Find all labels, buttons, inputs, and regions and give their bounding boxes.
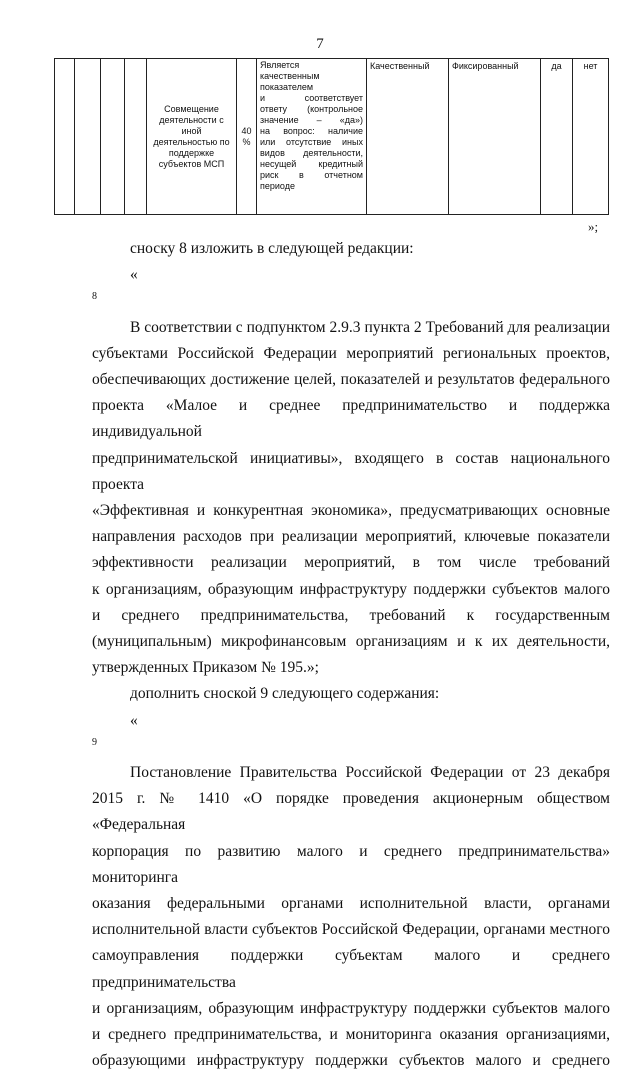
- type-cell: Качественный: [367, 59, 449, 215]
- paragraph-line: субъектами Российской Федерации мероприятий региональных проектов,: [92, 344, 610, 362]
- yes-cell: да: [541, 59, 573, 215]
- paragraph-line: 2015 г. № 1410 «О порядке проведения акционерным обществом «Федеральная: [92, 790, 610, 834]
- document-body: [92, 236, 610, 1075]
- paragraph-footnote-9-intro: дополнить сноской 9 следующего содержания:: [130, 685, 440, 703]
- table-cell: [125, 59, 147, 215]
- paragraph-line: и среднего предпринимательства, требований к государственным: [92, 606, 610, 624]
- indicator-table: [54, 58, 609, 215]
- table-row: [55, 59, 609, 215]
- description-line: периоде: [260, 181, 295, 191]
- paragraph-line: самоуправления поддержки субъектам малого и среднего предпринимательства: [92, 947, 610, 991]
- paragraph-line: эффективности реализации мероприятий, в том числе требований: [92, 554, 610, 572]
- description-line: ответу (контрольное: [260, 104, 363, 114]
- description-line: и соответствует: [260, 93, 363, 103]
- paragraph-footnote-9: [92, 708, 610, 1075]
- no-cell: нет: [573, 59, 609, 215]
- paragraph-line: « $^9$ Постановление Правительства Российской Федерации от 23 декабря: [92, 711, 610, 782]
- footnote-marker: 9: [92, 736, 97, 748]
- table-cell: [75, 59, 101, 215]
- paragraph-line: предпринимательской инициативы», входящего в состав национального проекта: [92, 449, 610, 493]
- footnote-marker: 8: [92, 291, 97, 303]
- indicator-name-cell: Совмещение деятельности с иной деятельностью по поддержке субъектов МСП: [147, 59, 237, 215]
- description-cell: [257, 59, 367, 215]
- paragraph-line: исполнительной власти субъектов Российской Федерации, органами местного: [92, 921, 610, 939]
- paragraph-line: корпорация по развитию малого и среднего предпринимательства» мониторинга: [92, 842, 610, 886]
- paragraph-footnote-8: [92, 262, 610, 681]
- description-line: значение – «да»): [260, 115, 363, 125]
- paragraph-line: проекта «Малое и среднее предпринимательство и поддержка индивидуальной: [92, 397, 610, 441]
- description-line: качественным: [260, 71, 320, 81]
- paragraph-line: утвержденных Приказом № 195.»;: [92, 659, 319, 677]
- paragraph-line: обеспечивающих достижение целей, показателей и результатов федерального: [92, 371, 610, 389]
- kind-cell: Фиксированный: [449, 59, 541, 215]
- paragraph-line: и среднего предпринимательства, и мониторинга оказания организациями,: [92, 1026, 610, 1044]
- paragraph-line: оказания федеральными органами исполнительной власти, органами: [92, 895, 610, 913]
- table-cell: [55, 59, 75, 215]
- description-line: Является: [260, 60, 300, 70]
- description-line: на вопрос: наличие: [260, 126, 363, 136]
- paragraph-line: к организациям, образующим инфраструктуру поддержки субъектов малого: [92, 580, 610, 598]
- description-line: или отсутствие иных: [260, 137, 363, 147]
- paragraph-line: (муниципальным) микрофинансовым организациям и к их деятельности,: [92, 633, 610, 651]
- paragraph-line: образующими инфраструктуру поддержки субъектов малого и среднего: [92, 1052, 610, 1070]
- weight-cell: 40 %: [237, 59, 257, 215]
- description-line: риск в отчетном: [260, 170, 363, 180]
- paragraph-line: « $^8$ В соответствии с подпунктом 2.9.3 пункта 2 Требований для реализации: [92, 266, 610, 336]
- description-line: видов деятельности,: [260, 148, 363, 158]
- paragraph-footnote-8-intro: сноску 8 изложить в следующей редакции:: [130, 240, 414, 257]
- paragraph-line: и организациям, образующим инфраструктуру поддержки субъектов малого: [92, 999, 610, 1017]
- description-line: показателем: [260, 82, 314, 92]
- table-cell: [101, 59, 125, 215]
- paragraph-line: направления расходов при реализации мероприятий, ключевые показатели: [92, 528, 610, 546]
- page-number: 7: [316, 36, 324, 52]
- paragraph-line: «Эффективная и конкурентная экономика», предусматривающих основные: [92, 502, 610, 520]
- closing-quote: »;: [588, 219, 599, 234]
- description-line: несущей кредитный: [260, 159, 363, 169]
